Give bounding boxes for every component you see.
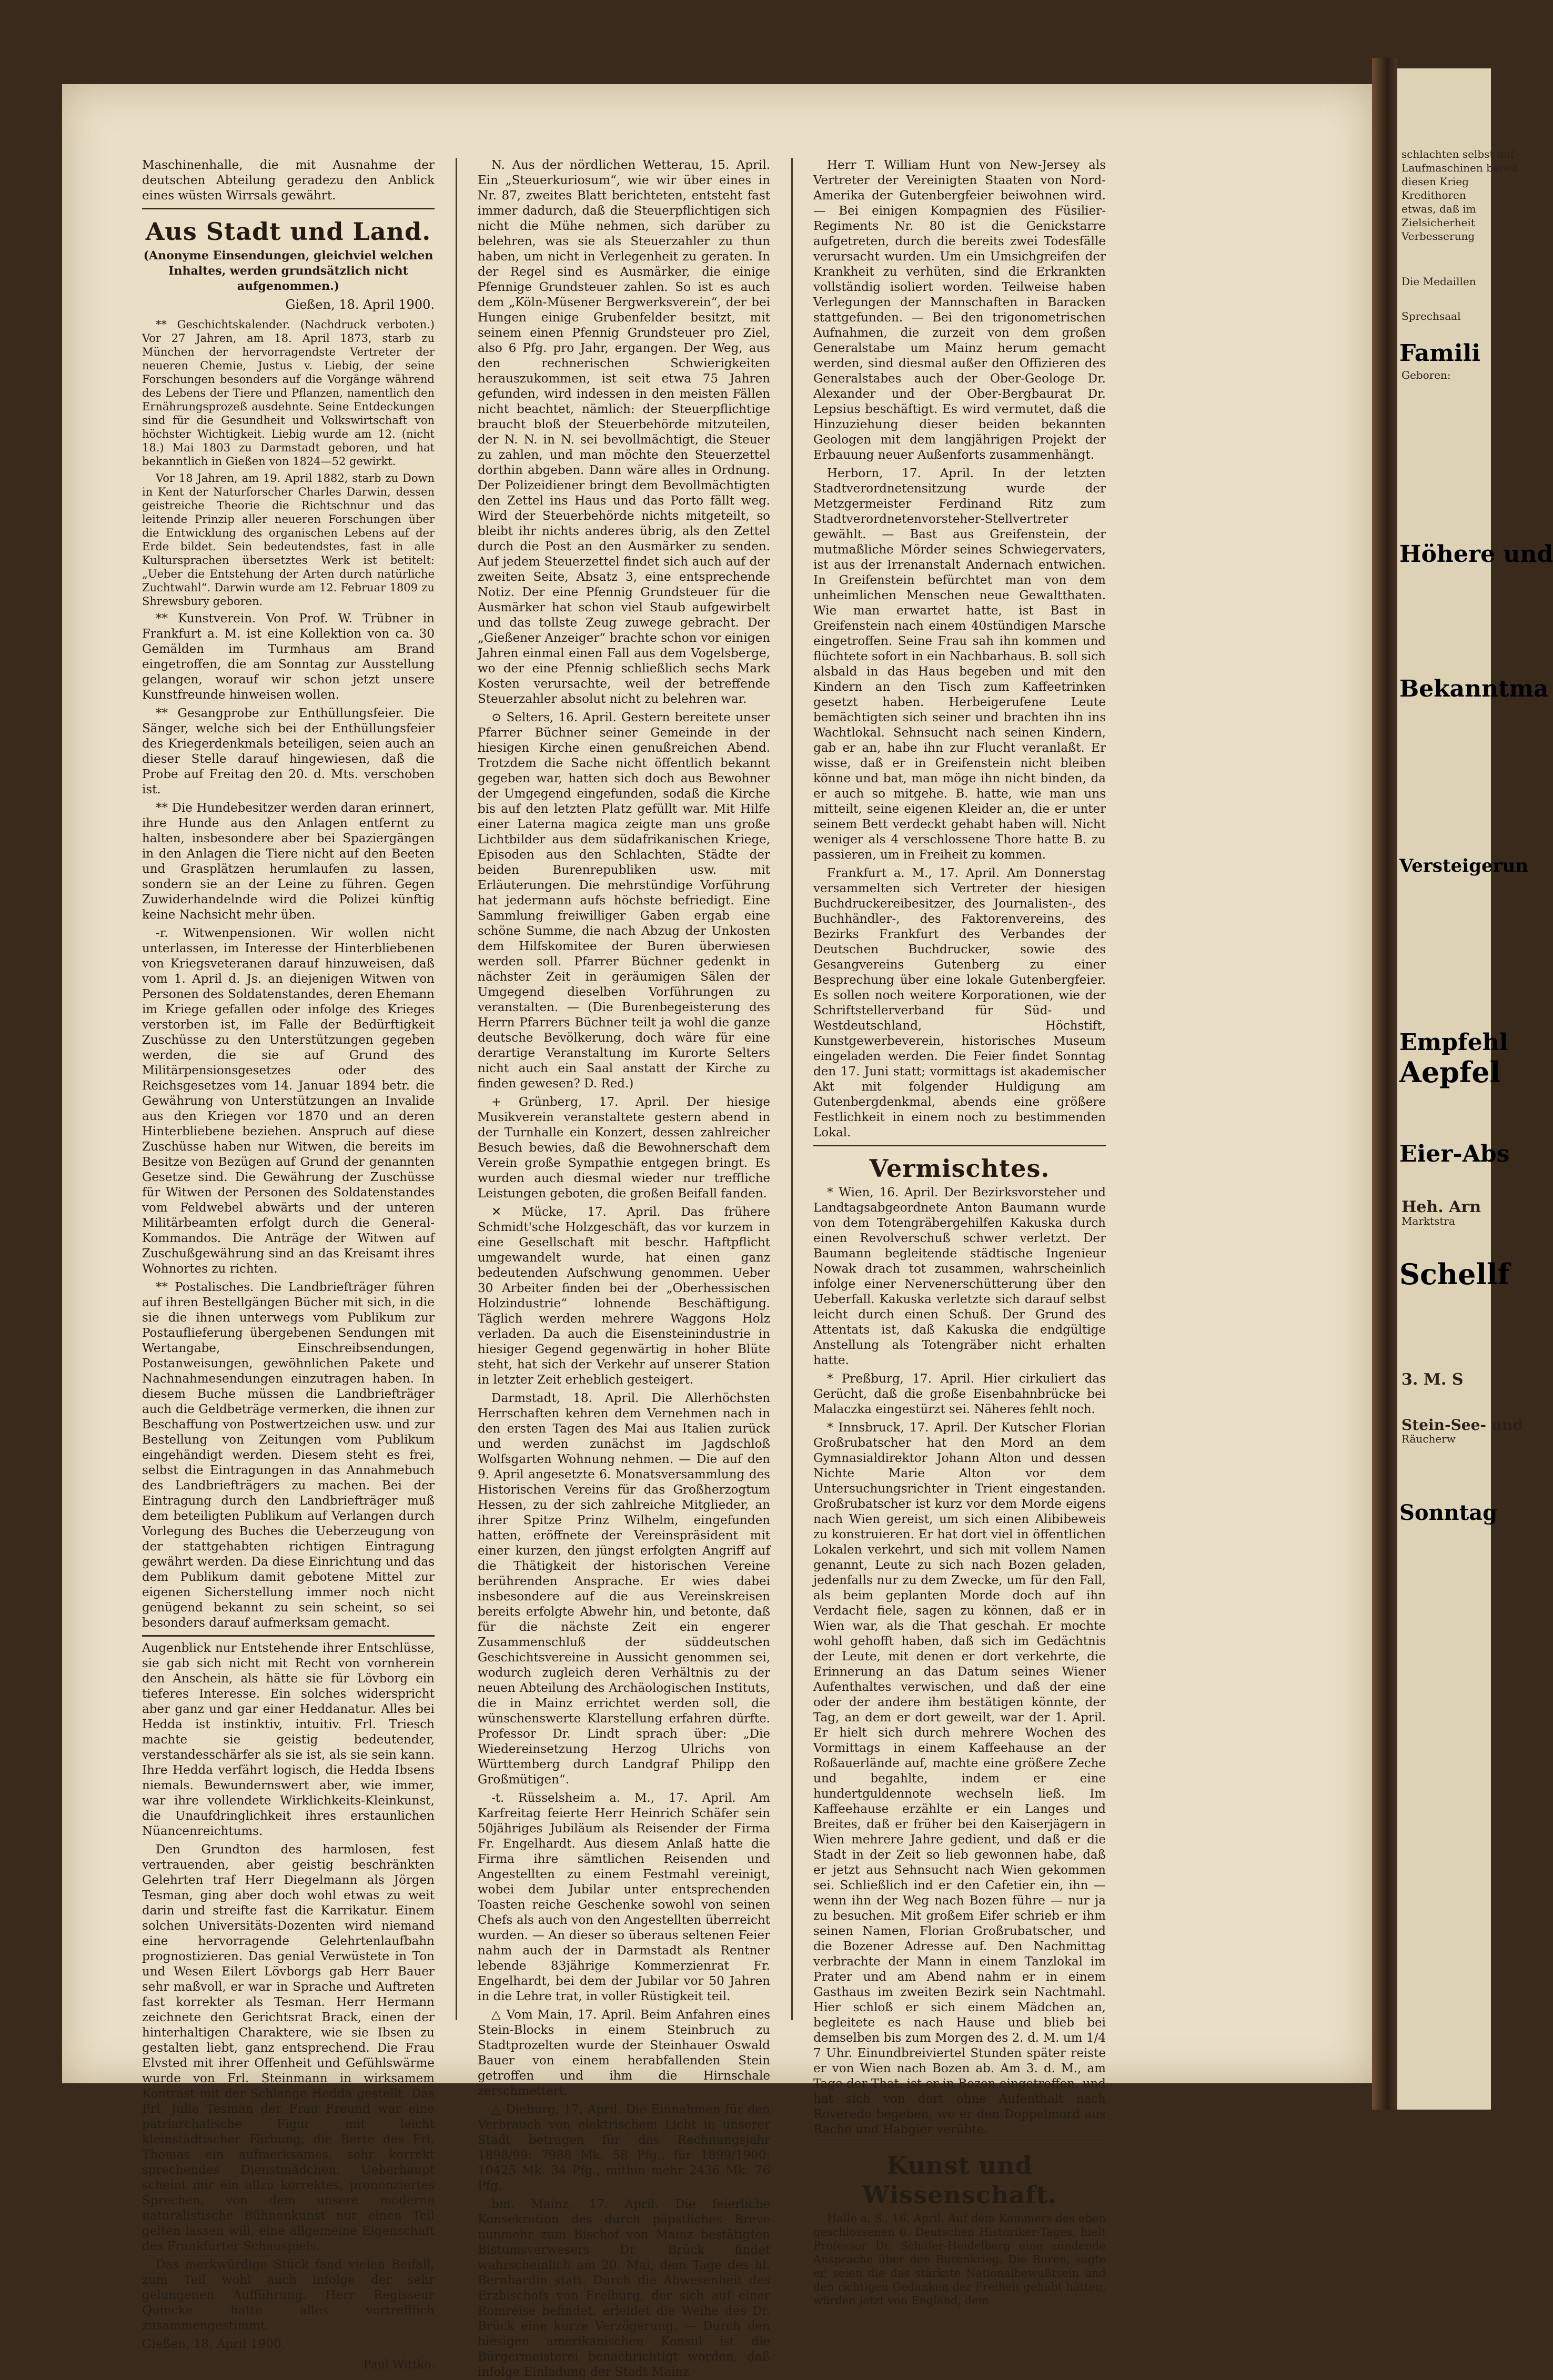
article-paragraph: Herborn, 17. April. In der letzten Stadtverordnetensitzung wurde der Metzgermeister Ferdinand Ritz zum Stadtverordnetenvorsteher-Stellvertreter gewählt. — Bast aus Greifenstein, der mutmaßliche Mörder seines Schwiegervaters, ist aus der Irrenanstalt Andernach entwichen. In Greifenstein befürchtet man von dem unheimlichen Menschen neue Gewaltthaten. Wie man erwartet hatte, ist Bast in Greifenstein nach einem 40stündigen Marsche eingetroffen. Seine Frau sah ihn kommen und flüchtete sofort in ein Nachbarhaus. B. soll sich alsbald in das Haus begeben und mit den Kindern an den Tisch zum Kaffeetrinken gesetzt haben. Herbeigerufene Leute bemächtigten sich seiner und brachten ihn ins Wachtlokal. Sehnsucht nach seinen Kindern, gab er an, habe ihn zur Flucht veranlaßt. Er wisse, daß er in Greifenstein nicht bleiben könne und bat, man möge ihn nicht binden, da er auch so mitgehe. B. hatte, wie man uns mitteilt, seine eigenen Kleider an, die er unter seinem Bett verdeckt gehabt haben will. Nicht weniger als 4 verschlossene Thore hatte B. zu passieren, um in Freiheit zu kommen. <box>813 467 1106 862</box>
strip-heading: Bekanntma <box>1399 675 1549 702</box>
feuilleton-paragraph: Das merkwürdige Stück fand vielen Beifall, zum Teil wohl auch infolge der sehr gelungenen Aufführung. Herr Regisseur Quincke hatte alles vortrefflich zusammengestimmt. <box>142 2258 435 2333</box>
article-paragraph: △ Vom Main, 17. April. Beim Anfahren eines Stein-Blocks in einem Steinbruch zu Stadtprozelten wurde der Steinhauer Oswald Bauer von einem herabfallenden Stein getroffen und ihm die Hirnschale zerschmettert. <box>478 2008 770 2098</box>
article-paragraph: ** Geschichtskalender. (Nachdruck verboten.) Vor 27 Jahren, am 18. April 1873, starb zu München der hervorragendste Vertreter der neueren Chemie, Justus v. Liebig, der seine Forschungen besonders auf die Vorgänge während des Lebens der Tiere und Pflanzen, namentlich den Ernährungsprozeß ausdehnte. Seine Entdeckungen sind für die Gesundheit und Volkswirtschaft von höchster Wichtigkeit. Liebig wurde am 12. (nicht 18.) Mai 1803 zu Darmstadt geboren, und hat bekanntlich in Gießen von 1824—52 gewirkt. <box>142 318 435 468</box>
strip-text: Räucherw <box>1401 1433 1456 1445</box>
article-paragraph: ** Postalisches. Die Landbriefträger führen auf ihren Bestellgängen Bücher mit sich, in die sie die ihnen unterwegs vom Publikum zur Postauflieferung übergebenen Sendungen mit Wertangabe, Einschreibsendungen, Postanweisungen, gewöhnlichen Pakete und Nachnahmesendungen einzutragen haben. In diesem Buche müssen die Landbriefträger auch die Geldbeträge vermerken, die ihnen zur Beschaffung von Postwertzeichen usw. und zur Bestellung von Zeitungen vom Publikum eingehändigt werden. Diesem steht es frei, selbst die Eintragungen in das Annahmebuch des Landbriefträgers zu machen. Bei der Eintragung durch den Landbriefträger muß dem beteiligten Publikum auf Verlangen durch Vorlegung des Buches die Ueberzeugung von der stattgehabten richtigen Eintragung gewährt werden. Da diese Einrichtung und das dem Publikum damit gebotene Mittel zur eigenen Sicherstellung immer noch nicht genügend bekannt zu sein scheint, so sei besonders darauf aufmerksam gemacht. <box>142 1280 435 1630</box>
feuilleton-paragraph: Augenblick nur Entstehende ihrer Entschlüsse, sie gab sich nicht mit Recht von vornherein den Anschein, als hätte sie für Lövborg ein tieferes Interesse. Ein solches widerspricht aber ganz und gar einer Heddanatur. Alles bei Hedda ist instinktiv, intuitiv. Frl. Triesch machte sie geistig bedeutender, verstandesschärfer als sie ist, als sie sein kann. Ihre Hedda verfährt logisch, die Hedda Ibsens niemals. Bewundernswert aber, wie immer, war ihre vollendete Wirklichkeits-Kleinkunst, die Unaufdringlichkeit ihres erstaunlichen Nüancenreichtums. <box>142 1641 435 1838</box>
intro-text: Maschinenhalle, die mit Ausnahme der deutschen Abteilung geradezu den Anblick eines wüsten Wirrsals gewährt. <box>142 158 435 203</box>
strip-text: Sprechsaal <box>1401 310 1461 322</box>
article-paragraph: -r. Witwenpensionen. Wir wollen nicht unterlassen, im Interesse der Hinterbliebenen von Kriegsveteranen darauf hinzuweisen, daß vom 1. April d. Js. an diejenigen Witwen von Personen des Soldatenstandes, deren Ehemann im Kriege gefallen oder infolge des Krieges verstorben ist, im Falle der Bedürftigkeit Zuschüsse zu den Unterstützungen gegeben werden, die sie auf Grund des Militärpensionsgesetzes oder des Reichsgesetzes vom 14. Januar 1894 betr. die Gewährung von Unterstützungen an Invalide aus den Kriegen vor 1870 und an deren Hinterbliebene beziehen. Anspruch auf diese Zuschüsse haben nur Witwen, die bereits im Besitze von Bezügen auf Grund der genannten Gesetze sind. Die Gewährung der Zuschüsse für Witwen der Personen des Soldatenstandes vom Feldwebel abwärts und der unteren Militärbeamten erfolgt durch die General-Kommandos. Die Anträge der Witwen auf Zuschußgewährung sind an das Kreisamt ihres Wohnortes zu richten. <box>142 926 435 1276</box>
strip-heading: Höhere und <box>1399 541 1553 568</box>
article-paragraph: △ Dieburg, 17. April. Die Einnahmen für den Verbrauch von elektrischem Licht in unserer Stadt betragen für das Rechnungsjahr 1898/99: 7988 Mk. 58 Pfg., für 1899/1900: 10425 Mk. 34 Pfg., mithin mehr 2436 Mk. 76 Pfg. <box>478 2103 770 2193</box>
strip-text: Marktstra <box>1401 1215 1455 1227</box>
section-title: Aus Stadt und Land. <box>145 217 431 246</box>
article-paragraph: * Wien, 16. April. Der Bezirksvorsteher und Landtagsabgeordnete Anton Baumann wurde von dem Totengräbergehilfen Kakuska durch einen Revolverschuß schwer verletzt. Der Baumann begleitende städtische Ingenieur Nowak drach tot zusammen, wahrscheinlich infolge einer Nervenerschütterung über den Ueberfall. Kakuska verletzte sich darauf selbst leicht durch einen Schuß. Der Grund des Attentats ist, daß Kakuska die endgültige Anstellung als Totengräber nicht erhalten hatte. <box>813 1186 1106 1367</box>
article-paragraph: ** Die Hundebesitzer werden daran erinnert, ihre Hunde aus den Anlagen entfernt zu halten, insbesondere aber bei Spaziergängen in den Anlagen die Tiere nicht auf den Beeten und Grasplätzen herumlaufen zu lassen, sondern sie an der Leine zu führen. Gegen Zuwiderhandelnde wird die Polizei künftig keine Nachsicht mehr üben. <box>142 801 435 922</box>
strip-text: Kredithoren <box>1401 189 1466 201</box>
strip-text: Zielsicherheit <box>1401 216 1475 229</box>
article-paragraph: Darmstadt, 18. April. Die Allerhöchsten Herrschaften kehren dem Vernehmen nach in den ersten Tagen des Mai aus Italien zurück und werden zunächst im Jagdschloß Wolfsgarten Wohnung nehmen. — Die auf den 9. April angesetzte 6. Monatsversammlung des Historischen Vereins für das Großherzogtum Hessen, zu der sich zahlreiche Mitglieder, an ihrer Spitze Prinz Wilhelm, eingefunden hatten, eröffnete der Vereinspräsident mit einer kurzen, den jüngst erfolgten Angriff auf die Thätigkeit der historischen Vereine berührenden Ansprache. Er wies dabei insbesondere auf die aus Vereinskreisen bereits erfolgte Abwehr hin, und betonte, daß für die nächste Zeit ein engerer Zusammenschluß der süddeutschen Geschichtsvereine in Aussicht genommen sei, wodurch zugleich deren Verhältnis zu der neuen Abteilung des Archäologischen Instituts, die in Mainz errichtet werden soll, die wünschenswerte Klarstellung erfahren dürfte. Professor Dr. Lindt sprach über: „Die Wiedereinsetzung Herzog Ulrichs von Württemberg durch Landgraf Philipp den Großmütigen“. <box>478 1391 770 1787</box>
section-subtitle: (Anonyme Einsendungen, gleichviel welchen Inhaltes, werden grundsätzlich nicht aufgenommen.) <box>143 249 433 293</box>
section-title-kunst: Kunst und Wissenschaft. <box>862 2151 1057 2209</box>
column-1 <box>142 158 435 2372</box>
divider <box>813 1145 1106 1146</box>
article-paragraph: Halle a. S., 16. April. Auf dem Kommers des eben geschlossenen 6. Deutschen Historiker-Tages, hielt Professor Dr. Schäfer-Heidelberg eine zündende Ansprache über den Burenkrieg. Die Buren, sagte er, seien die das stärkste Nationalbewußtsein und den richtigen Gedanken der Freiheit gehabt hätten, würden jetzt von England, dem <box>813 2212 1106 2307</box>
strip-text: schlachten selbst auf <box>1401 148 1515 160</box>
divider <box>142 1635 435 1637</box>
article-paragraph: Frankfurt a. M., 17. April. Am Donnerstag versammelten sich Vertreter der hiesigen Buchdruckereibesitzer, des Journalisten-, des Buchhändler-, des Faktorenvereins, des Bezirks Frankfurt des Verbandes der Deutschen Buchdrucker, sowie des Gesangvereins Gutenberg zu einer Besprechung über eine lokale Gutenbergfeier. Es sollen noch weitere Korporationen, wie der Schriftstellerverband für Süd- und Westdeutschland, Höchstift, Kunstgewerbeverein, historisches Museum eingeladen werden. Die Feier findet Sonntag den 17. Juni statt; vormittags ist akademischer Akt mit folgender Huldigung am Gutenbergdenkmal, abends eine größere Festlichkeit in einem noch zu bestimmenden Lokal. <box>813 866 1106 1139</box>
column-3 <box>813 158 1106 2307</box>
strip-heading: Sonntag <box>1399 1500 1498 1525</box>
strip-text: Laufmaschinen bereit <box>1401 162 1518 174</box>
strip-heading: Aepfel <box>1399 1055 1501 1089</box>
article-paragraph: ** Gesangprobe zur Enthüllungsfeier. Die Sänger, welche sich bei der Enthüllungsfeier des Kriegerdenkmals beteiligen, seien auch an dieser Stelle darauf hingewiesen, daß die Probe auf Freitag den 20. d. Mts. verschoben ist. <box>142 707 435 796</box>
column-rule <box>791 158 793 2020</box>
article-paragraph: + Grünberg, 17. April. Der hiesige Musikverein veranstaltete gestern abend in der Turnhalle ein Konzert, dessen zahlreicher Besuch bewies, daß die Bewohnerschaft dem Verein große Sympathie entgegen bringt. Es wurden auch diesmal wieder nur treffliche Leistungen geboten, die großen Beifall fanden. <box>478 1095 770 1201</box>
section-title-vermischtes: Vermischtes. <box>869 1154 1050 1183</box>
article-paragraph: -t. Rüsselsheim a. M., 17. April. Am Karfreitag feierte Herr Heinrich Schäfer sein 50jähriges Jubiläum als Reisender der Firma Fr. Engelhardt. Aus diesem Anlaß hatte die Firma ihre sämtlichen Reisenden und Angestellten zu einem Festmahl vereinigt, wobei dem Jubilar unter entsprechenden Toasten reiche Geschenke sowohl von seinen Chefs als auch von den Angestellten überreicht wurden. — An dieser so überaus seltenen Feier nahm auch der in Darmstadt als Rentner lebende 83jährige Kommerzienrat Fr. Engelhardt, bei dem der Jubilar vor 50 Jahren in die Lehre trat, in voller Rüstigkeit teil. <box>478 1791 770 2003</box>
divider <box>142 208 435 209</box>
article-paragraph: * Innsbruck, 17. April. Der Kutscher Florian Großrubatscher hat den Mord an dem Gymnasialdirektor Johann Alton und dessen Nichte Marie Alton vor dem Untersuchungsrichter in Trient eingestanden. Großrubatscher ist kurz vor dem Morde eigens nach Wien gereist, um sich einen Alibibeweis zu konstruieren. Er hat dort viel in öffentlichen Lokalen verkehrt, und sich mit vollem Namen genannt, Leute zu sich nach Bozen geladen, jedenfalls nur zu dem Zwecke, um für den Fall, als beim geplanten Morde doch auf ihn Verdacht fiele, sagen zu können, daß er in Wien war, als die That geschah. Er mochte wohl gehofft haben, daß sich im Gedächtnis der Leute, mit denen er dort verkehrte, die Erinnerung an das Datum seines Wiener Aufenthaltes verwischen, und daß der eine oder der andere ihm bestätigen könnte, der Tag, an dem er dort geweilt, war der 1. April. Er hielt sich durch mehrere Wochen des Vormittags in einem Kaffeehause an der Roßauerlände auf, machte eine größere Zeche und begahlte, indem er eine hundertguldennote wechseln ließ. Im Kaffeehause erzählte er ein Langes und Breites, daß er früher bei den Kaiserjägern in Wien mehrere Jahre gedient, und daß er die Stadt in der Zeit so lieb gewonnen habe, daß er jetzt aus Sehnsucht nach Wien gekommen sei. Schließlich ind er den Cafetier ein, ihn — wenn ihn der Weg nach Bozen führe — nur ja zu besuchen. Mit großem Eifer schrieb er ihm seinen Namen, Florian Großrubatscher, und die Bozener Adresse auf. Den Nachmittag verbrachte der Mann in einem Tanzlokal im Prater und am Abend nahm er in einem Gasthaus im zweiten Bezirk sein Nachtmahl. Hier schloß er sich einem Mädchen an, begleitete es nach Hause und blieb bei demselben bis zum Morgen des 2. d. M. um 1/4 7 Uhr. Einundbreiviertel Stunden später reiste er von Wien nach Bozen ab. Am 3. d. M., am Tage der That, ist er in Bozen eingetroffen, und hat sich von dort ohne Aufenthalt nach Roveredo begeben, wo er den Doppelmord aus Rache und Habgier verübte. <box>813 1421 1106 2136</box>
feuilleton-place: Gießen, 18. April 1900. <box>142 2337 285 2351</box>
strip-heading: Famili <box>1399 340 1481 367</box>
dateline: Gießen, 18. April 1900. <box>285 297 435 312</box>
strip-text: Stein-See- und <box>1401 1416 1524 1434</box>
strip-heading: Empfehl <box>1399 1029 1508 1056</box>
article-paragraph: ✕ Mücke, 17. April. Das frühere Schmidt'sche Holzgeschäft, das vor kurzem in eine Gesellschaft mit beschr. Haftpflicht umgewandelt wurde, hat einen ganz bedeutenden Aufschwung genommen. Ueber 30 Arbeiter finden bei der „Oberhessischen Holzindustrie“ lohnende Beschäftigung. Täglich werden mehrere Waggons Holz verladen. Da auch die Eisensteinindustrie in hiesiger Gegend gegenwärtig in hoher Blüte steht, hat sich der Verkehr auf unserer Station in letzter Zeit erheblich gesteigert. <box>478 1205 770 1387</box>
strip-text: Verbesserung <box>1401 230 1475 243</box>
adjacent-page-strip <box>1397 68 1553 2110</box>
column-2 <box>478 158 770 2379</box>
article-paragraph: N. Aus der nördlichen Wetterau, 15. April. Ein „Steuerkuriosum“, wie wir über eines in Nr. 87, zweites Blatt berichteten, entsteht fast immer dadurch, daß die Steuerpflichtigen sich nicht die Mühe nehmen, sich darüber zu belehren, was sie als Steuerzahler zu thun haben, um nicht in Verlegenheit zu geraten. In der Regel sind es Ausmärker, die einige Pfennige Grundsteuer zahlen. So ist es auch dem „Köln-Müsener Bergwerksverein“, der bei Hungen einige Grubenfelder besitzt, mit seinem einen Pfennig Grundsteuer pro Ziel, also 6 Pfg. pro Jahr, ergangen. Der Weg, aus den rechnerischen Schwierigkeiten herauszukommen, ist seit etwa 75 Jahren gefunden, wird indessen in den meisten Fällen nicht beachtet, nämlich: der Steuerpflichtige braucht bloß der Steuerbehörde mitzuteilen, der N. N. in N. sei bevollmächtigt, die Steuer zu zahlen, und man möchte den Steuerzettel dorthin abgeben. Dann wäre alles in Ordnung. Der Polizeidiener bringt dem Bevollmächtigten den Zettel ins Haus und das Porto fällt weg. Wird der Steuerbehörde nichts mitgeteilt, so bleibt ihr nichts anderes übrig, als den Zettel durch die Post an den Ausmärker zu senden. Auf jedem Steuerzettel findet sich auch auf der zweiten Seite, Absatz 3, eine entsprechende Notiz. Der eine Pfennig Grundsteuer für die Ausmärker hat schon viel Staub aufgewirbelt und das tollste Zeug zuwege gebracht. Der „Gießener Anzeiger“ brachte schon vor einigen Jahren einmal einen Fall aus dem Vogelsberge, wo der eine Pfennig schließlich sechs Mark Kosten verursachte, weil der betreffende Steuerzahler absolut nicht zu belehren war. <box>478 158 770 706</box>
newspaper-page <box>62 84 1372 2379</box>
article-paragraph: ⊙ Selters, 16. April. Gestern bereitete unser Pfarrer Büchner seiner Gemeinde in der hiesigen Kirche einen genußreichen Abend. Trotzdem die Sache nicht öffentlich bekannt gegeben war, hatten sich doch aus Bewohner der Umgegend eingefunden, sodaß die Kirche bis auf den letzten Platz gefüllt war. Mit Hilfe einer Laterna magica zeigte man uns große Lichtbilder aus dem südafrikanischen Kriege, Episoden aus den Schlachten, Städte der beiden Burenrepubliken usw. mit Erläuterungen. Die mehrstündige Vorführung hat jedermann aufs höchste befriedigt. Eine Sammlung freiwilliger Gaben ergab eine schöne Summe, die nach Abzug der Unkosten dem Hilfskomitee der Buren überwiesen werden soll. Pfarrer Büchner gedenkt in nächster Zeit in geräumigen Sälen der Umgegend dieselben Vorführungen zu veranstalten. — (Die Burenbegeisterung des Herrn Pfarrers Büchner teilt ja wohl die ganze deutsche Bevölkerung, doch wäre für eine derartige Veranstaltung im Kurorte Selters nicht auch ein Saal anstatt der Kirche zu finden gewesen? D. Red.) <box>478 711 770 1091</box>
feuilleton-paragraph: Den Grundton des harmlosen, fest vertrauenden, aber geistig beschränkten Gelehrten traf Herr Diegelmann als Jörgen Tesman, ging aber doch wohl etwas zu weit darin und streifte fast die Karrikatur. Einem solchen Universitäts-Dozenten wird niemand eine hervorragende Gelehrtenlaufbahn prognostizieren. Das genial Verwüstete in Ton und Wesen Eilert Lövborgs gab Herr Bauer sehr maßvoll, er war in Sprache und Auftreten fast korrekter als Tesman. Herr Hermann zeichnete den Gerichtsrat Brack, einen der hinterhaltigen Charaktere, wie sie Ibsen zu gestalten liebt, ganz entsprechend. Die Frau Elvsted mit ihrer Offenheit und Gefühlswärme wurde von Frl. Steinmann in wirksamem Kontrast mit der Schlange Hedda gestellt. Das Frl. Julie Tesman der Frau Freund war eine patriarchalische Figur mit leicht kleinstädtischer Färbung, die Berte des Frl. Thomas ein aufmerksames, sehr korrekt sprechendes Dienstmädchen. Ueberhaupt scheint mir ein allzu korrektes, prononziertes Sprechen, von dem unsere moderne naturalistische Bühnenkunst nur einen Teil gelten lassen will, eine allgemeine Eigenschaft des Frankfurter Schauspiels. <box>142 1843 435 2253</box>
feuilleton-author: Paul Wittko. <box>363 2358 435 2372</box>
strip-heading: Schellf <box>1399 1257 1510 1291</box>
strip-text: etwas, daß im <box>1401 203 1476 215</box>
divider <box>813 2142 1106 2143</box>
article-paragraph: * Preßburg, 17. April. Hier cirkuliert das Gerücht, daß die große Eisenbahnbrücke bei Malaczka eingestürzt sei. Näheres fehlt noch. <box>813 1372 1106 1416</box>
strip-text: diesen Krieg <box>1401 175 1469 188</box>
strip-heading: Versteigerun <box>1399 855 1528 876</box>
strip-text: 3. M. S <box>1401 1370 1464 1389</box>
column-rule <box>456 158 457 2020</box>
strip-text: Heh. Arn <box>1401 1198 1481 1216</box>
book-gutter <box>1372 58 1397 2110</box>
article-paragraph: ** Kunstverein. Von Prof. W. Trübner in Frankfurt a. M. ist eine Kollektion von ca. 30 Gemälden im Turmhaus am Brand eingetroffen, die am Sonntag zur Ausstellung gelangen, worauf wir schon jetzt unsere Kunstfreunde hinweisen wollen. <box>142 612 435 702</box>
strip-text: Geboren: <box>1401 369 1451 381</box>
strip-heading: Eier-Abs <box>1399 1141 1510 1167</box>
strip-text: Die Medaillen <box>1401 275 1476 288</box>
article-paragraph: Herr T. William Hunt von New-Jersey als Vertreter der Vereinigten Staaten von Nord-Amerika der Gutenbergfeier beiwohnen wird. — Bei einigen Kompagnien des Füsilier-Regiments Nr. 80 ist die Genickstarre aufgetreten, durch die bereits zwei Todesfälle verursacht wurden. Um ein Umsichgreifen der Krankheit zu verhüten, sind die Erkrankten vollständig isoliert worden. Teilweise haben Verlegungen der Mannschaften in Baracken stattgefunden. — Bei den trigonometrischen Aufnahmen, die zurzeit von dem großen Generalstabe um Mainz herum gemacht werden, sind diesmal außer den Offizieren des Generalstabes auch der Ober-Geologe Dr. Alexander und der Ober-Bergbaurat Dr. Lepsius beschäftigt. Es wird vermutet, daß die Hinzuziehung dieser beiden bekannten Geologen mit dem langjährigen Projekt der Erbauung neuer Außenforts zusammenhängt. <box>813 158 1106 462</box>
article-paragraph: Vor 18 Jahren, am 19. April 1882, starb zu Down in Kent der Naturforscher Charles Darwin, dessen geistreiche Theorie die Richtschnur und das leitende Prinzip aller neueren Forschungen über die Entwicklung des organischen Lebens auf der Erde bildet. Sein bedeutendstes, fast in alle Kultursprachen übersetztes Werk ist betitelt: „Ueber die Entstehung der Arten durch natürliche Zuchtwahl“. Darwin wurde am 12. Februar 1809 zu Shrewsbury geboren. <box>142 472 435 608</box>
article-paragraph: bm. Mainz, 17. April. Die feierliche Konsekration des durch päpstliches Breve nunmehr zum Bischof von Mainz bestätigten Bistumsverwesers Dr. Brück findet wahrscheinlich am 20. Mai, dem Tage des hl. Bernhardin statt. Durch die Abwesenheit des Erzbischofs von Freiburg, der sich auf einer Romreise befindet, erleidet die Weihe des Dr. Brück eine kurze Verzögerung. — Durch den hiesigen amerikanischen Konsul ist die Bürgermeisterei benachrichtigt worden, daß infolge Einladung der Stadt Mainz <box>478 2197 770 2379</box>
